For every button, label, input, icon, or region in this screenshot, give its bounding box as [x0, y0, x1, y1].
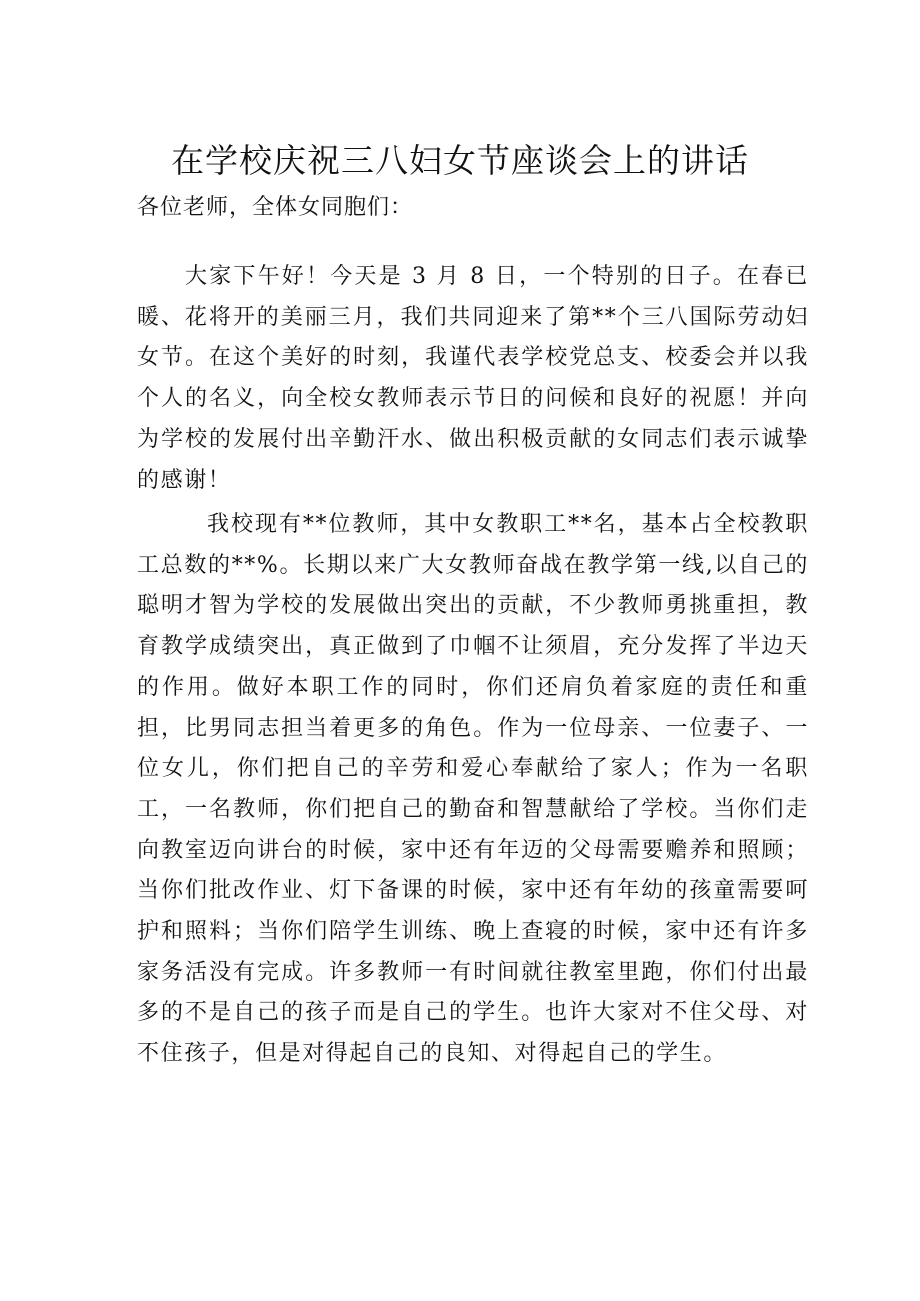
- paragraph-female-teachers: 我校现有**位教师，其中女教职工**名，基本占全校教职工总数的**%。长期以来广大女教师奋战在教学第一线,以自己的聪明才智为学校的发展做出突出的贡献，不少教师勇挑重担，教育教学成绩突出，真正做到了巾帼不让须眉，充分发挥了半边天的作用。做好本职工作的同时，你们还肩负着家庭的责任和重担，比男同志担当着更多的角色。作为一位母亲、一位妻子、一位女儿，你们把自己的辛劳和爱心奉献给了家人；作为一名职工，一名教师，你们把自己的勤奋和智慧献给了学校。当你们走向教室迈向讲台的时候，家中还有年迈的父母需要赡养和照顾；当你们批改作业、灯下备课的时候，家中还有年幼的孩童需要呵护和照料；当你们陪学生训练、晚上查寝的时候，家中还有许多家务活没有完成。许多教师一有时间就往教室里跑，你们付出最多的不是自己的孩子而是自己的学生。也许大家对不住父母、对不住孩子，但是对得起自己的良知、对得起自己的学生。: [137, 512, 809, 1067]
- paragraph-greeting: 大家下午好！今天是 3 月 8 日，一个特别的日子。在春已暖、花将开的美丽三月，我们共同迎来了第**个三八国际劳动妇女节。在这个美好的时刻，我谨代表学校党总支、校委会并以我个人的名义，向全校女教师表示节日的问候和良好的祝愿！并向为学校的发展付出辛勤汗水、做出积极贡献的女同志们表示诚挚的感谢！: [137, 264, 809, 493]
- salutation: 各位老师，全体女同胞们：: [137, 195, 414, 220]
- document-title: 在学校庆祝三八妇女节座谈会上的讲话: [171, 141, 749, 180]
